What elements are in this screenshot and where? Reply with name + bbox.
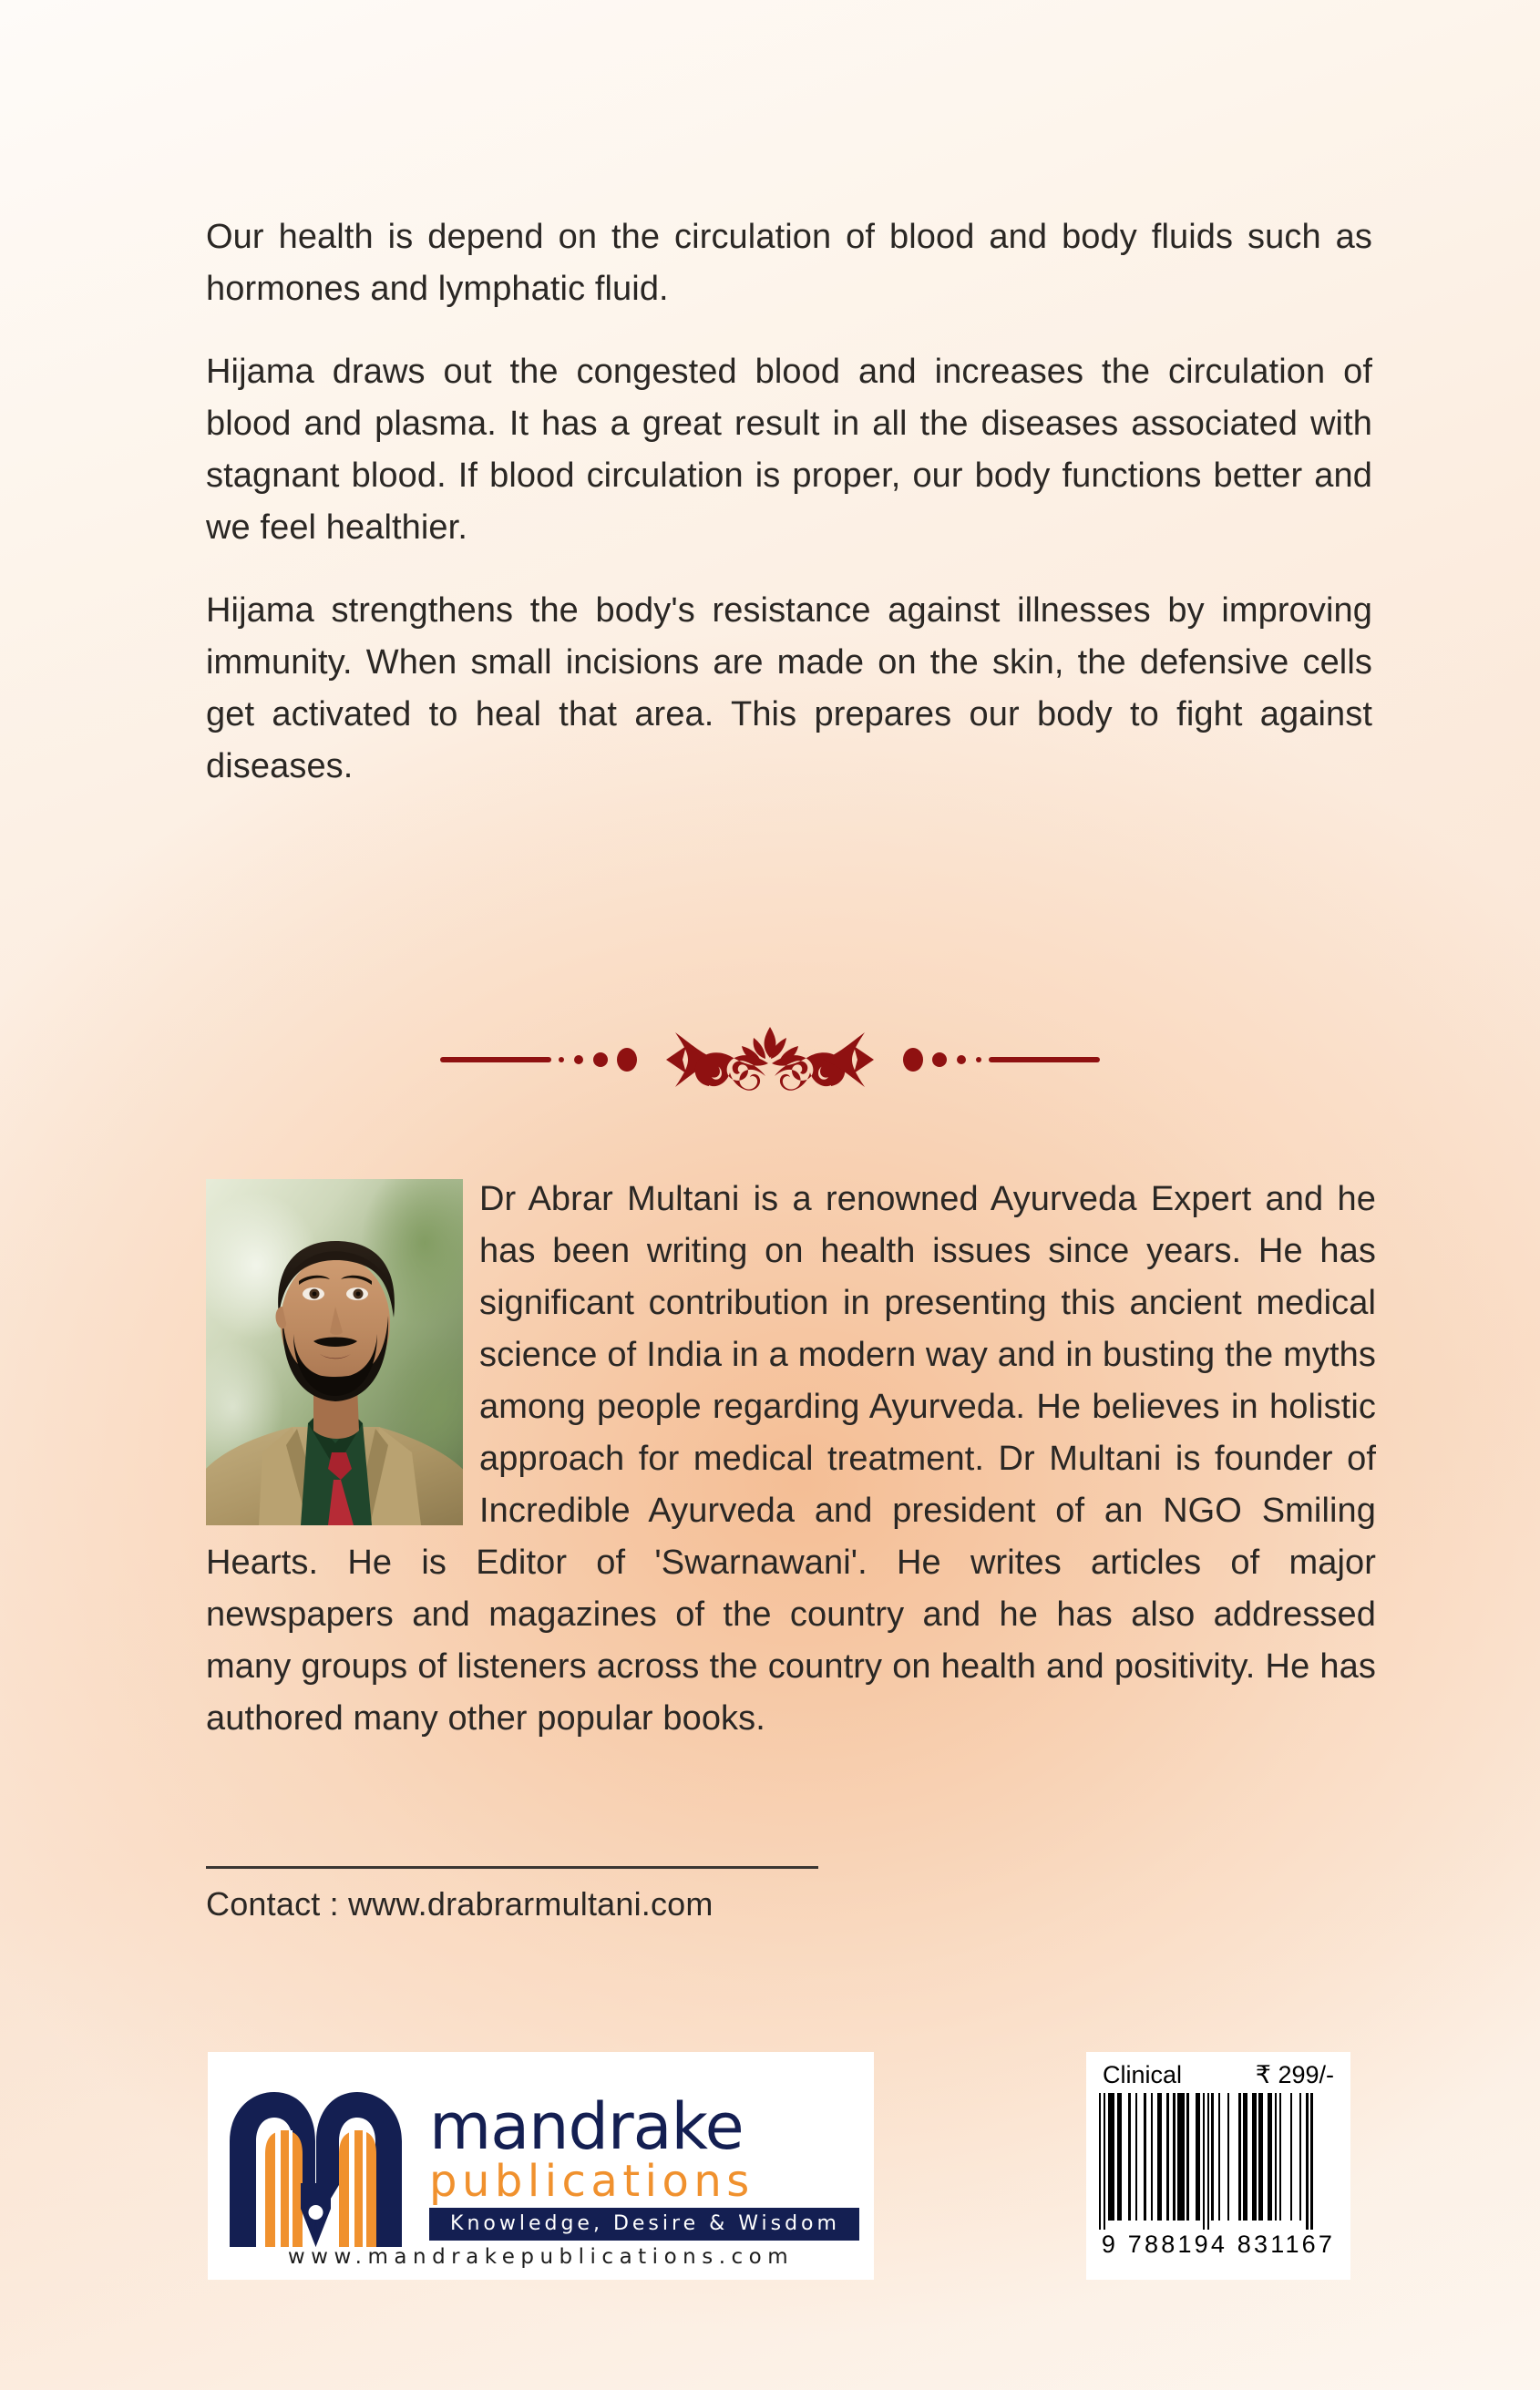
publisher-subtitle: publications	[429, 2156, 755, 2208]
publisher-wordmark	[429, 2088, 859, 2241]
barcode-bars	[1099, 2093, 1338, 2230]
divider	[0, 1010, 1540, 1110]
floral-ornament-divider-icon	[424, 1016, 1116, 1103]
barcode-block	[1086, 2052, 1350, 2280]
author-photo	[206, 1179, 463, 1525]
blurb-copy	[206, 211, 1372, 793]
blurb-paragraph-3: Hijama strengthens the body's resistance against illnesses by improving immunity. When small incisions are made on the skin, the defensive cells get activated to heal that area. This prepares our body to fight against diseases.	[206, 591, 1372, 785]
author-block	[206, 1174, 1376, 1745]
contact-divider	[206, 1866, 818, 1869]
barcode-price: ₹ 299/-	[1255, 2061, 1334, 2088]
publisher-logo[interactable]	[208, 2052, 874, 2280]
author-bio: Dr Abrar Multani is a renowned Ayurveda Expert and he has been writing on health issues since years. He has significant contribution in presenting this ancient medical science of India in a modern way and in busting the myths among people regarding Ayurveda. He believes in holistic approach for medical treatment. Dr Multani is founder of Incredible Ayurveda and president of an NGO Smiling Hearts. He is Editor of 'Swarnawani'. He writes articles of major newspapers and magazines of the country and he has also addressed many groups of listeners across the country on health and positivity. He has authored many other popular books.	[206, 1180, 1376, 1738]
publisher-website: www.mandrakepublications.com	[287, 2245, 795, 2269]
contact-line: Contact : www.drabrarmultani.com	[206, 1885, 714, 1923]
publisher-tagline: Knowledge, Desire & Wisdom	[429, 2208, 859, 2241]
barcode-header	[1099, 2061, 1338, 2089]
mandrake-m-book-pen-nib-logo-icon	[222, 2085, 409, 2253]
barcode-digits: 9 788194 831167	[1101, 2231, 1336, 2258]
blurb-paragraph-2: Hijama draws out the congested blood and increases the circulation of blood and plasma. It has a great result in all the diseases associated with stagnant blood. If blood circulation is proper, our body functions better and we feel healthier.	[206, 353, 1372, 547]
blurb-paragraph-1: Our health is depend on the circulation of blood and body fluids such as hormones and lymphatic fluid.	[206, 218, 1372, 308]
barcode-category: Clinical	[1103, 2061, 1183, 2088]
publisher-name: mandrake	[429, 2088, 744, 2164]
